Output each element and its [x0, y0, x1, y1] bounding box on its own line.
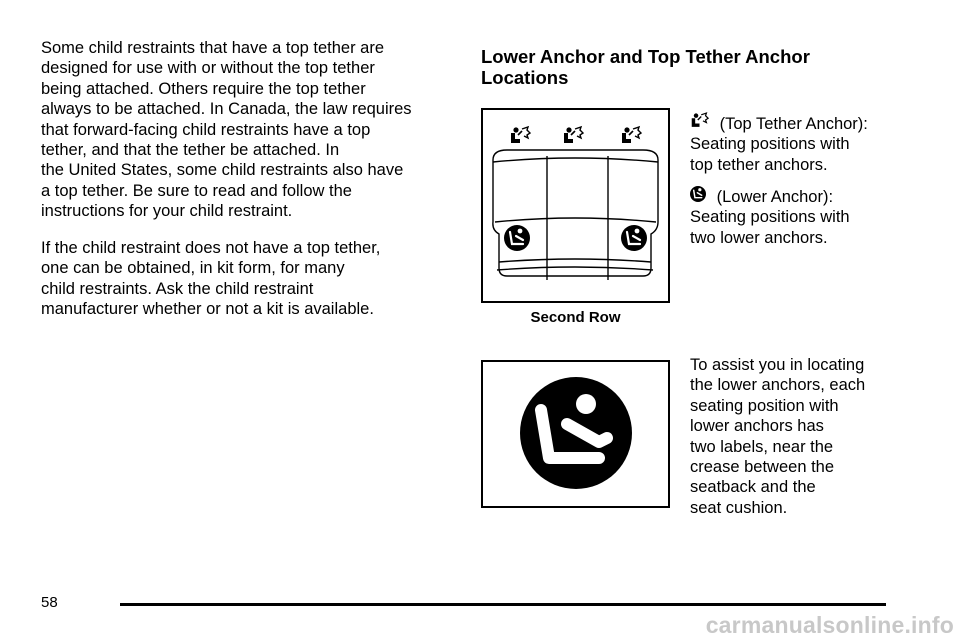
text-line: one can be obtained, in kit form, for many	[41, 259, 345, 278]
diagram-caption: Second Row	[530, 309, 621, 326]
paragraph-top-tether-info	[41, 38, 461, 222]
text-line: a top tether. Be sure to read and follow the	[41, 181, 352, 200]
page-number: 58	[41, 594, 58, 611]
text-line: instructions for your child restraint.	[41, 202, 293, 221]
text-line: If the child restraint does not have a top tether,	[41, 239, 381, 257]
text-line: lower anchors has	[690, 417, 824, 436]
paragraph-kit-info	[41, 238, 461, 320]
text-line: child restraints. Ask the child restraint	[41, 279, 314, 298]
heading-line: Lower Anchor and Top Tether Anchor	[481, 46, 810, 67]
legend-lower-anchor	[690, 186, 850, 248]
text-line: seating position with	[690, 396, 839, 415]
legend-top-tether	[690, 111, 868, 175]
footer-watermark: carmanualsonline.info	[705, 612, 954, 638]
footer-rule	[120, 603, 886, 606]
second-row-seat-diagram	[481, 108, 670, 303]
text-line: To assist you in locating	[690, 356, 865, 374]
legend-label: (Top Tether Anchor):	[719, 115, 868, 133]
seat-outline	[493, 150, 658, 280]
top-tether-anchor-icon	[511, 127, 641, 143]
legend-desc-line: Seating positions with	[690, 208, 850, 227]
seat-diagram-graphic	[483, 110, 668, 301]
legend-desc-line: two lower anchors.	[690, 228, 828, 247]
lower-anchor-icon	[483, 362, 668, 506]
text-line: two labels, near the	[690, 437, 834, 456]
top-tether-anchor-icon	[690, 111, 709, 129]
text-line: manufacturer whether or not a kit is available.	[41, 300, 374, 319]
lower-anchor-icon	[690, 186, 706, 202]
legend-label: (Lower Anchor):	[716, 188, 834, 206]
section-heading	[481, 46, 810, 88]
text-line: that forward-facing child restraints have a top	[41, 120, 371, 139]
text-line: designed for use with or without the top tether	[41, 59, 375, 78]
legend-desc-line: top tether anchors.	[690, 155, 828, 174]
legend-desc-line: Seating positions with	[690, 135, 850, 154]
text-line: seat cushion.	[690, 498, 788, 517]
lower-anchor-icon	[504, 225, 530, 251]
text-line: the lower anchors, each	[690, 376, 866, 395]
text-line: tether, and that the tether be attached. In	[41, 141, 340, 160]
text-line: Some child restraints that have a top tether are	[41, 39, 385, 57]
lower-anchor-icon	[621, 225, 647, 251]
assist-text	[690, 355, 865, 518]
lower-anchor-label-illustration	[481, 360, 670, 508]
text-line: the United States, some child restraints also have	[41, 161, 404, 180]
text-line: being attached. Others require the top tether	[41, 79, 366, 98]
text-line: seatback and the	[690, 478, 816, 497]
heading-line: Locations	[481, 67, 569, 88]
text-line: crease between the	[690, 458, 835, 477]
text-line: always to be attached. In Canada, the law requires	[41, 100, 412, 119]
